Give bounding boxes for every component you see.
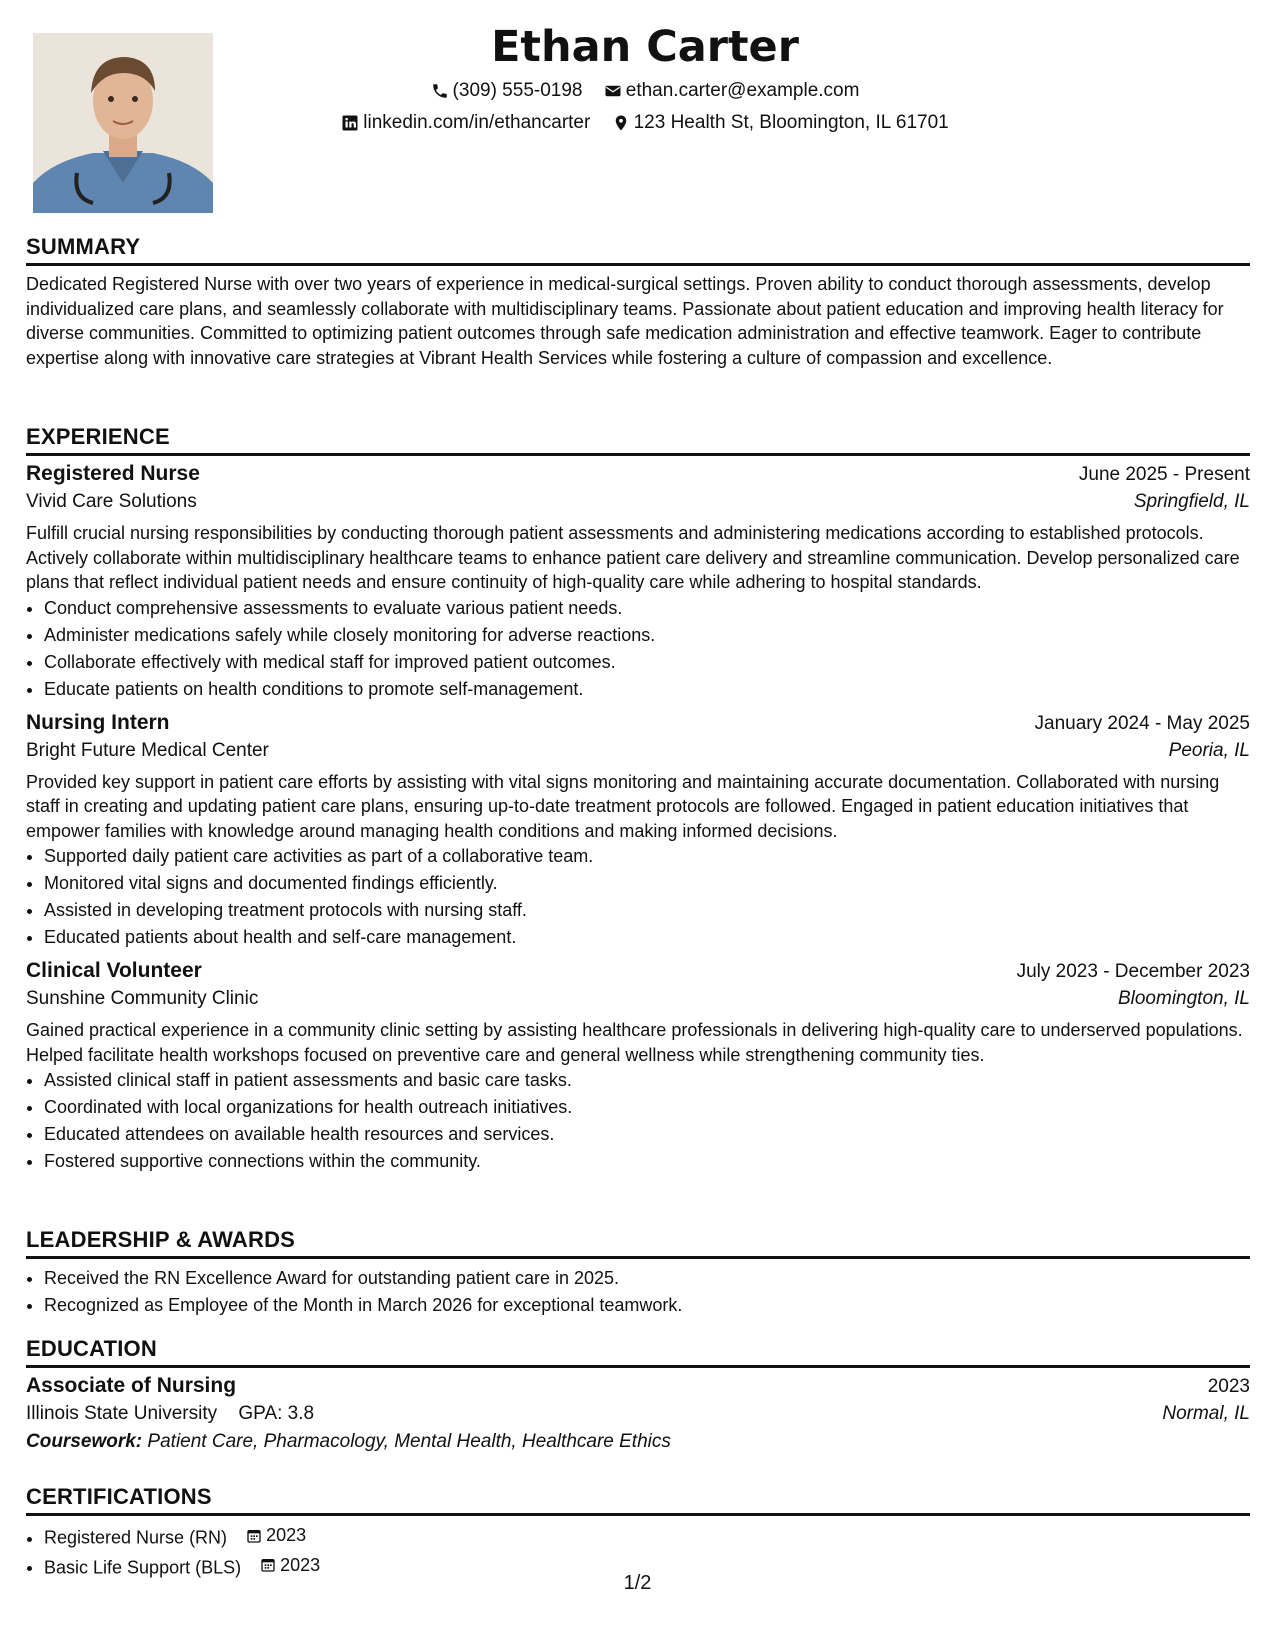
job-entry [26, 462, 1250, 703]
experience-heading: EXPERIENCE [26, 424, 1250, 456]
job-location: Bloomington, IL [1117, 988, 1250, 1009]
cert-name: Registered Nurse (RN) [44, 1527, 228, 1548]
summary-text: Dedicated Registered Nurse with over two years of experience in medical-surgical settings. Proven ability to conduct thorough assessments, develop individualized care plans, and seamlessly collaborate with multidisciplinary teams. Passionate about patient education and improving health literacy for diverse communities. Committed to optimizing patient outcomes through safe medication administration and effective teamwork. Eager to contribute expertise along with innovative care strategies at Vibrant Health Services while fostering a culture of compassion and excellence. [26, 274, 1224, 368]
experience-section [26, 424, 1250, 1175]
leadership-list [26, 1265, 1250, 1319]
list-item: • Supported daily patient care activities as part of a collaborative team. [44, 843, 1250, 870]
gpa: GPA: 3.8 [238, 1403, 315, 1424]
email-text[interactable]: ethan.carter@example.com [625, 80, 860, 101]
job-dates: January 2024 - May 2025 [1034, 712, 1250, 734]
email-item[interactable] [604, 80, 860, 102]
address-text: 123 Health St, Bloomington, IL 61701 [633, 112, 949, 133]
page-number: 1/2 [623, 1572, 652, 1594]
calendar-icon [260, 1557, 276, 1573]
list-item: • Educated attendees on available health resources and services. [44, 1121, 1250, 1148]
certifications-heading: CERTIFICATIONS [26, 1484, 1250, 1516]
list-item: • Educate patients on health conditions to promote self-management. [44, 676, 1250, 703]
job-bullets [26, 843, 1250, 951]
education-section [26, 1336, 1250, 1453]
list-item [44, 1522, 1250, 1552]
education-heading: EDUCATION [26, 1336, 1250, 1368]
coursework-label: Coursework: [26, 1431, 143, 1452]
cert-year: 2023 [280, 1554, 321, 1575]
linkedin-icon [341, 114, 359, 132]
address-item [612, 112, 949, 134]
contact-row-1 [0, 80, 1275, 106]
job-description: Fulfill crucial nursing responsibilities by conducting thorough patient assessments and administering medications according to established protocols. Actively collaborate within multidisciplinary healthcare teams to enhance patient care delivery and streamline communication. Develop personalized care plans that reflect individual patient needs and ensure continuity of high-quality care while adhering to hospital standards. [26, 523, 1240, 592]
list-item: • Collaborate effectively with medical staff for improved patient outcomes. [44, 649, 1250, 676]
leadership-section [26, 1227, 1250, 1319]
job-description: Gained practical experience in a community clinic setting by assisting healthcare professionals in delivering high-quality care to underserved populations. Helped facilitate health workshops focused on preventive care and general wellness while strengthening community ties. [26, 1020, 1243, 1065]
linkedin-text[interactable]: linkedin.com/in/ethancarter [363, 112, 591, 133]
job-title: Registered Nurse [26, 462, 200, 485]
linkedin-item[interactable] [341, 112, 590, 134]
envelope-icon [604, 82, 622, 100]
calendar-icon [246, 1528, 262, 1544]
certifications-section [26, 1484, 1250, 1581]
leadership-heading: LEADERSHIP & AWARDS [26, 1227, 1250, 1259]
graduation-year: 2023 [1207, 1376, 1250, 1397]
list-item: • Assisted in developing treatment protocols with nursing staff. [44, 897, 1250, 924]
list-item: • Assisted clinical staff in patient assessments and basic care tasks. [44, 1067, 1250, 1094]
summary-heading: SUMMARY [26, 234, 1250, 266]
phone-icon [431, 82, 449, 100]
job-organization: Vivid Care Solutions [26, 491, 197, 512]
job-organization: Sunshine Community Clinic [26, 988, 259, 1009]
list-item: • Administer medications safely while closely monitoring for adverse reactions. [44, 622, 1250, 649]
degree: Associate of Nursing [26, 1374, 237, 1397]
contact-row-2 [0, 112, 1275, 138]
job-title: Nursing Intern [26, 710, 170, 734]
coursework-list: Patient Care, Pharmacology, Mental Health, Healthcare Ethics [147, 1431, 671, 1452]
cert-name: Basic Life Support (BLS) [44, 1557, 242, 1577]
cert-year: 2023 [266, 1525, 307, 1545]
coursework [26, 1431, 1250, 1453]
summary-section [26, 234, 1250, 370]
job-entry [26, 959, 1250, 1175]
job-organization: Bright Future Medical Center [26, 739, 269, 761]
job-description: Provided key support in patient care efforts by assisting with vital signs monitoring and maintaining accurate documentation. Collaborated with nursing staff in creating and updating patient care plans, ensuring up-to-date treatment protocols are followed. Engaged in patient education initiatives that empower families with knowledge around managing health conditions and making informed decisions. [26, 771, 1220, 841]
list-item: • Conduct comprehensive assessments to evaluate various patient needs. [44, 595, 1250, 622]
job-location: Springfield, IL [1133, 491, 1250, 512]
job-dates: July 2023 - December 2023 [1016, 961, 1250, 982]
job-bullets [26, 1067, 1250, 1175]
job-location: Peoria, IL [1168, 739, 1250, 761]
job-bullets [26, 595, 1250, 703]
list-item: • Recognized as Employee of the Month in March 2026 for exceptional teamwork. [44, 1292, 1250, 1319]
school-name: Illinois State University [26, 1403, 218, 1424]
list-item: • Received the RN Excellence Award for outstanding patient care in 2025. [44, 1265, 1250, 1292]
list-item: • Coordinated with local organizations for health outreach initiatives. [44, 1094, 1250, 1121]
list-item: • Fostered supportive connections within the community. [44, 1148, 1250, 1175]
school-location: Normal, IL [1162, 1403, 1250, 1424]
job-entry [26, 711, 1250, 952]
candidate-name: Ethan Carter [491, 22, 799, 72]
map-pin-icon [612, 114, 630, 132]
list-item: • Monitored vital signs and documented findings efficiently. [44, 870, 1250, 897]
job-dates: June 2025 - Present [1078, 464, 1250, 485]
job-title: Clinical Volunteer [26, 959, 202, 982]
phone-text: (309) 555-0198 [452, 80, 583, 101]
phone-item [431, 80, 583, 102]
list-item: • Educated patients about health and self-care management. [44, 924, 1250, 951]
